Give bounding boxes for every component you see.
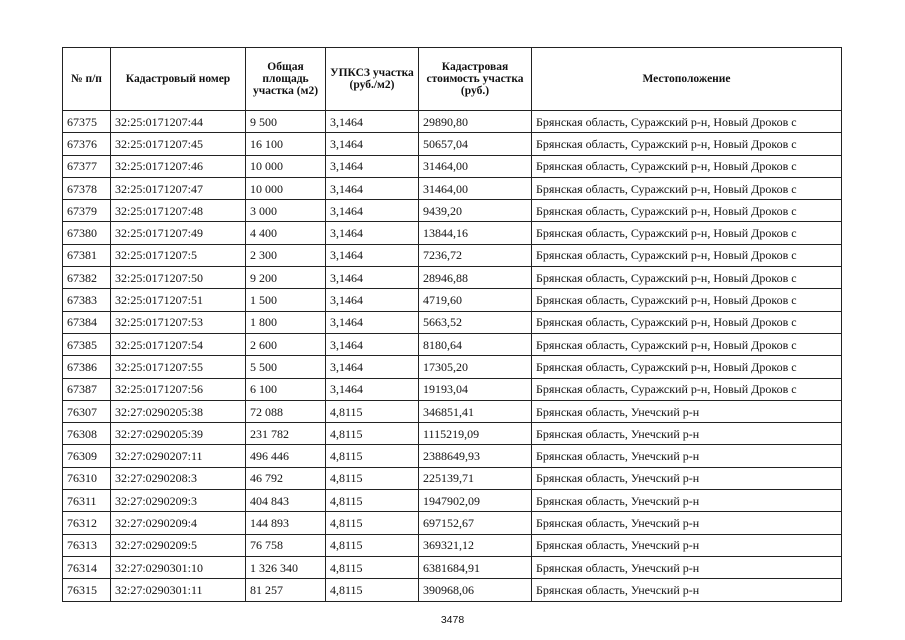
cell-upkss: 3,1464 <box>326 267 419 289</box>
cell-num: 67375 <box>63 111 111 133</box>
cell-cadastral-number: 32:27:0290205:38 <box>111 400 246 422</box>
cell-num: 67387 <box>63 378 111 400</box>
cell-area: 2 300 <box>246 244 326 266</box>
table-row <box>63 534 842 556</box>
cell-upkss: 4,8115 <box>326 512 419 534</box>
cell-location: Брянская область, Суражский р-н, Новый Дроков с <box>532 311 842 333</box>
cell-area: 16 100 <box>246 133 326 155</box>
cell-num: 67379 <box>63 200 111 222</box>
header-upkss: УПКСЗ участка (руб./м2) <box>326 48 419 111</box>
cell-cadastral-value: 6381684,91 <box>419 556 532 578</box>
cell-cadastral-value: 50657,04 <box>419 133 532 155</box>
cell-cadastral-value: 5663,52 <box>419 311 532 333</box>
cell-area: 1 326 340 <box>246 556 326 578</box>
cell-num: 76307 <box>63 400 111 422</box>
cell-upkss: 3,1464 <box>326 177 419 199</box>
table-row <box>63 445 842 467</box>
cell-num: 67382 <box>63 267 111 289</box>
cell-num: 76311 <box>63 490 111 512</box>
cell-num: 67378 <box>63 177 111 199</box>
cell-cadastral-value: 13844,16 <box>419 222 532 244</box>
cell-location: Брянская область, Унечский р-н <box>532 423 842 445</box>
cell-area: 6 100 <box>246 378 326 400</box>
cell-cadastral-number: 32:27:0290209:3 <box>111 490 246 512</box>
cell-cadastral-value: 17305,20 <box>419 356 532 378</box>
cell-upkss: 3,1464 <box>326 311 419 333</box>
cadastral-table <box>62 47 842 602</box>
table-header-row <box>63 48 842 111</box>
cell-location: Брянская область, Унечский р-н <box>532 467 842 489</box>
cell-cadastral-number: 32:27:0290207:11 <box>111 445 246 467</box>
cell-num: 76312 <box>63 512 111 534</box>
cell-cadastral-value: 28946,88 <box>419 267 532 289</box>
cell-area: 496 446 <box>246 445 326 467</box>
cell-location: Брянская область, Суражский р-н, Новый Дроков с <box>532 378 842 400</box>
cell-area: 1 500 <box>246 289 326 311</box>
cell-upkss: 4,8115 <box>326 423 419 445</box>
cell-upkss: 3,1464 <box>326 222 419 244</box>
cell-upkss: 3,1464 <box>326 289 419 311</box>
cell-location: Брянская область, Суражский р-н, Новый Дроков с <box>532 111 842 133</box>
cell-area: 81 257 <box>246 579 326 601</box>
table-row <box>63 244 842 266</box>
cell-location: Брянская область, Унечский р-н <box>532 534 842 556</box>
cell-cadastral-value: 390968,06 <box>419 579 532 601</box>
cell-cadastral-value: 31464,00 <box>419 177 532 199</box>
cell-area: 10 000 <box>246 177 326 199</box>
cell-num: 76308 <box>63 423 111 445</box>
cell-location: Брянская область, Суражский р-н, Новый Дроков с <box>532 177 842 199</box>
cell-upkss: 3,1464 <box>326 133 419 155</box>
cell-num: 76310 <box>63 467 111 489</box>
cell-num: 67377 <box>63 155 111 177</box>
cell-cadastral-number: 32:27:0290205:39 <box>111 423 246 445</box>
cell-cadastral-number: 32:25:0171207:56 <box>111 378 246 400</box>
cell-cadastral-value: 697152,67 <box>419 512 532 534</box>
cell-area: 76 758 <box>246 534 326 556</box>
cell-cadastral-value: 7236,72 <box>419 244 532 266</box>
cell-cadastral-number: 32:25:0171207:55 <box>111 356 246 378</box>
table-row <box>63 356 842 378</box>
cell-upkss: 3,1464 <box>326 111 419 133</box>
table-row <box>63 512 842 534</box>
cell-area: 72 088 <box>246 400 326 422</box>
cell-cadastral-number: 32:25:0171207:45 <box>111 133 246 155</box>
cell-location: Брянская область, Суражский р-н, Новый Дроков с <box>532 289 842 311</box>
cell-location: Брянская область, Суражский р-н, Новый Дроков с <box>532 333 842 355</box>
table-row <box>63 467 842 489</box>
cell-cadastral-value: 29890,80 <box>419 111 532 133</box>
table-row <box>63 490 842 512</box>
table-row <box>63 378 842 400</box>
cell-location: Брянская область, Унечский р-н <box>532 490 842 512</box>
cell-num: 76313 <box>63 534 111 556</box>
page-number: 3478 <box>440 614 465 626</box>
cell-upkss: 4,8115 <box>326 467 419 489</box>
cell-area: 2 600 <box>246 333 326 355</box>
cell-location: Брянская область, Унечский р-н <box>532 512 842 534</box>
cell-cadastral-number: 32:25:0171207:5 <box>111 244 246 266</box>
cell-cadastral-number: 32:25:0171207:51 <box>111 289 246 311</box>
table-row <box>63 333 842 355</box>
cell-cadastral-value: 225139,71 <box>419 467 532 489</box>
cell-upkss: 4,8115 <box>326 579 419 601</box>
table-row <box>63 579 842 601</box>
cell-cadastral-number: 32:25:0171207:53 <box>111 311 246 333</box>
cell-cadastral-number: 32:25:0171207:49 <box>111 222 246 244</box>
cell-location: Брянская область, Унечский р-н <box>532 556 842 578</box>
cell-cadastral-value: 1115219,09 <box>419 423 532 445</box>
header-location: Местоположение <box>532 48 842 111</box>
cell-cadastral-value: 31464,00 <box>419 155 532 177</box>
cell-upkss: 3,1464 <box>326 333 419 355</box>
cell-cadastral-number: 32:27:0290301:10 <box>111 556 246 578</box>
cell-location: Брянская область, Унечский р-н <box>532 579 842 601</box>
header-cadastral-value: Кадастровая стоимость участка (руб.) <box>419 48 532 111</box>
cell-cadastral-number: 32:25:0171207:54 <box>111 333 246 355</box>
cell-num: 76309 <box>63 445 111 467</box>
cell-upkss: 3,1464 <box>326 200 419 222</box>
cell-num: 67384 <box>63 311 111 333</box>
cell-cadastral-number: 32:25:0171207:48 <box>111 200 246 222</box>
cell-cadastral-value: 346851,41 <box>419 400 532 422</box>
cell-location: Брянская область, Суражский р-н, Новый Дроков с <box>532 155 842 177</box>
cell-num: 67380 <box>63 222 111 244</box>
cell-area: 3 000 <box>246 200 326 222</box>
cell-area: 10 000 <box>246 155 326 177</box>
cell-cadastral-number: 32:27:0290209:4 <box>111 512 246 534</box>
table-row <box>63 111 842 133</box>
cell-cadastral-value: 9439,20 <box>419 200 532 222</box>
cell-upkss: 4,8115 <box>326 400 419 422</box>
cell-num: 76314 <box>63 556 111 578</box>
cell-cadastral-value: 8180,64 <box>419 333 532 355</box>
cell-num: 67381 <box>63 244 111 266</box>
cell-location: Брянская область, Суражский р-н, Новый Дроков с <box>532 356 842 378</box>
cell-num: 67386 <box>63 356 111 378</box>
cell-area: 144 893 <box>246 512 326 534</box>
cell-area: 5 500 <box>246 356 326 378</box>
table-row <box>63 556 842 578</box>
table-row <box>63 400 842 422</box>
cell-cadastral-number: 32:25:0171207:50 <box>111 267 246 289</box>
cell-location: Брянская область, Суражский р-н, Новый Дроков с <box>532 200 842 222</box>
table-row <box>63 222 842 244</box>
table-row <box>63 177 842 199</box>
cell-num: 67376 <box>63 133 111 155</box>
table-row <box>63 133 842 155</box>
cell-area: 46 792 <box>246 467 326 489</box>
cell-upkss: 4,8115 <box>326 490 419 512</box>
table-body <box>63 111 842 602</box>
cell-area: 9 500 <box>246 111 326 133</box>
header-cadastral-number: Кадастровый номер <box>111 48 246 111</box>
cell-upkss: 4,8115 <box>326 556 419 578</box>
cell-cadastral-value: 2388649,93 <box>419 445 532 467</box>
cell-cadastral-number: 32:25:0171207:47 <box>111 177 246 199</box>
table-row <box>63 311 842 333</box>
cell-cadastral-value: 1947902,09 <box>419 490 532 512</box>
cell-cadastral-number: 32:27:0290208:3 <box>111 467 246 489</box>
cell-location: Брянская область, Суражский р-н, Новый Дроков с <box>532 244 842 266</box>
cell-location: Брянская область, Суражский р-н, Новый Дроков с <box>532 267 842 289</box>
cell-area: 404 843 <box>246 490 326 512</box>
cell-upkss: 3,1464 <box>326 244 419 266</box>
cell-upkss: 4,8115 <box>326 445 419 467</box>
cell-location: Брянская область, Суражский р-н, Новый Дроков с <box>532 133 842 155</box>
cell-area: 1 800 <box>246 311 326 333</box>
table-row <box>63 155 842 177</box>
cell-area: 231 782 <box>246 423 326 445</box>
cell-cadastral-number: 32:27:0290301:11 <box>111 579 246 601</box>
cell-location: Брянская область, Унечский р-н <box>532 400 842 422</box>
header-num: № п/п <box>63 48 111 111</box>
cell-num: 76315 <box>63 579 111 601</box>
cell-num: 67385 <box>63 333 111 355</box>
cell-cadastral-value: 19193,04 <box>419 378 532 400</box>
table-row <box>63 200 842 222</box>
cell-area: 9 200 <box>246 267 326 289</box>
table-row <box>63 289 842 311</box>
cell-cadastral-number: 32:25:0171207:46 <box>111 155 246 177</box>
table-row <box>63 267 842 289</box>
cell-cadastral-value: 4719,60 <box>419 289 532 311</box>
cell-upkss: 3,1464 <box>326 356 419 378</box>
cell-cadastral-number: 32:25:0171207:44 <box>111 111 246 133</box>
cell-upkss: 3,1464 <box>326 378 419 400</box>
cell-upkss: 3,1464 <box>326 155 419 177</box>
cell-area: 4 400 <box>246 222 326 244</box>
cell-upkss: 4,8115 <box>326 534 419 556</box>
cell-location: Брянская область, Унечский р-н <box>532 445 842 467</box>
cell-num: 67383 <box>63 289 111 311</box>
table-row <box>63 423 842 445</box>
header-area: Общая площадь участка (м2) <box>246 48 326 111</box>
cell-location: Брянская область, Суражский р-н, Новый Дроков с <box>532 222 842 244</box>
cell-cadastral-value: 369321,12 <box>419 534 532 556</box>
cell-cadastral-number: 32:27:0290209:5 <box>111 534 246 556</box>
